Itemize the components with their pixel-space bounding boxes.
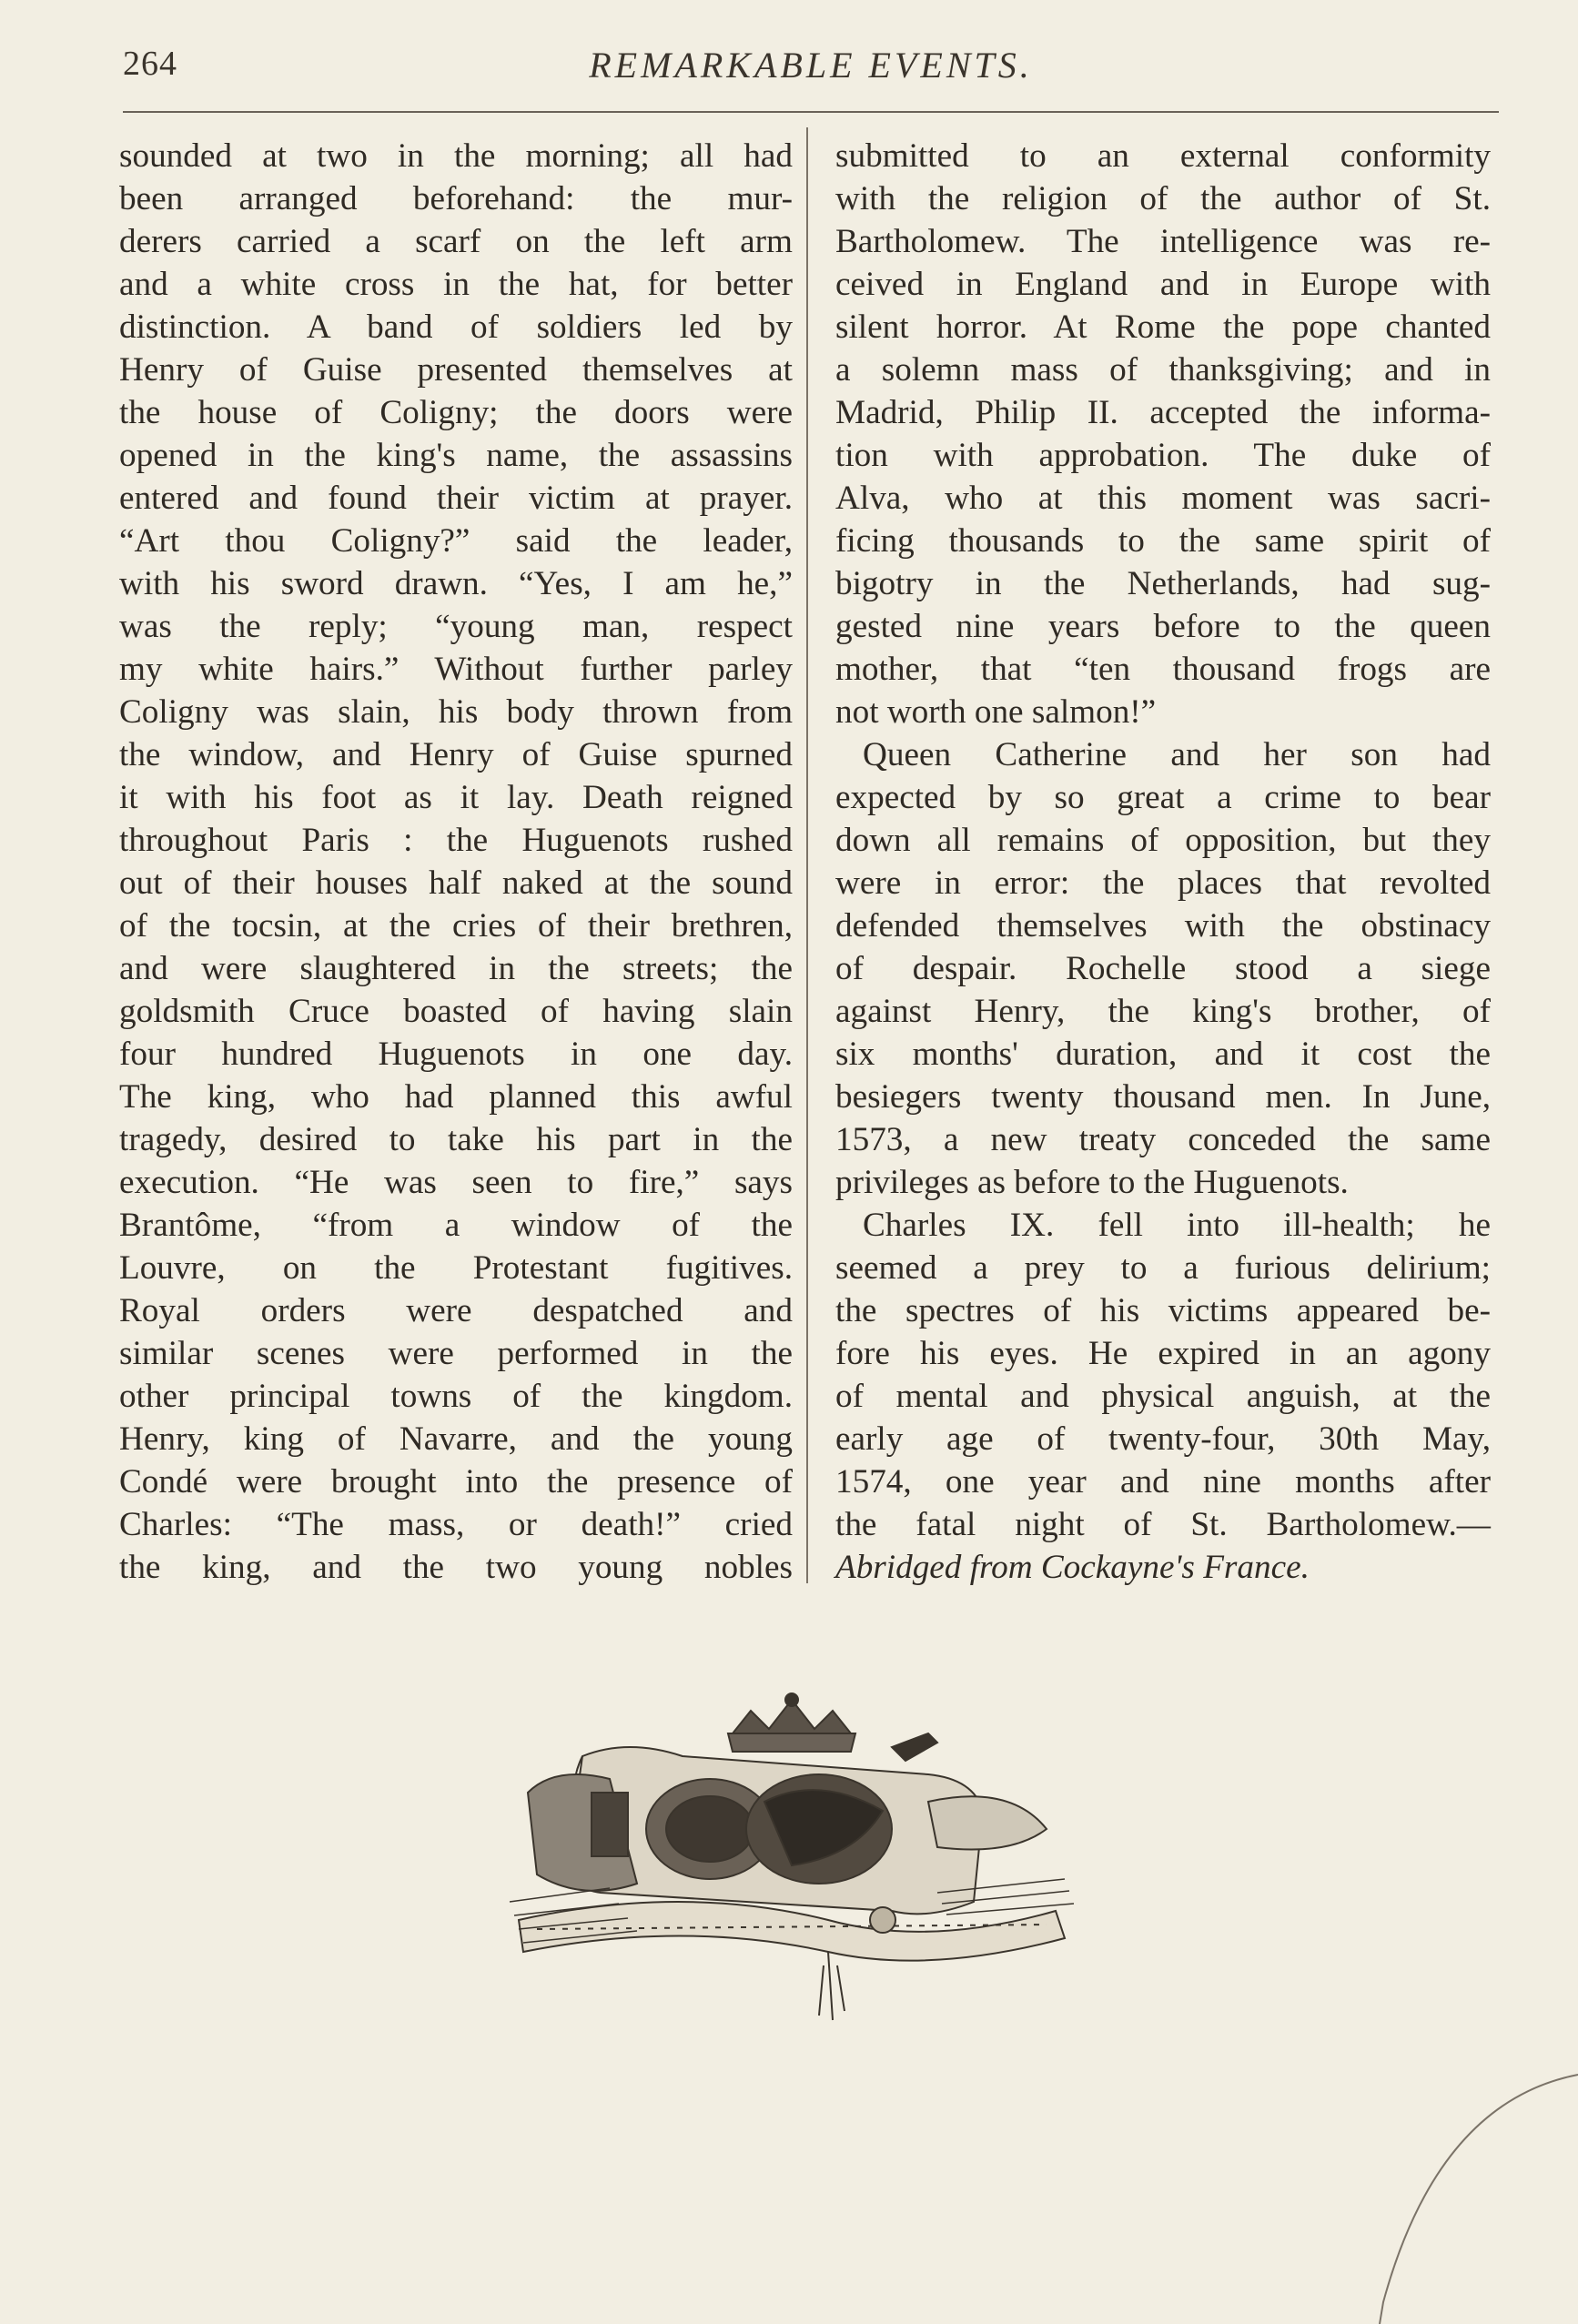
text-line: Louvre, on the Protestant fugitives. <box>119 1249 793 1287</box>
text-line: 1574, one year and nine months after <box>835 1463 1491 1500</box>
text-line: Charles: “The mass, or death!” cried <box>119 1506 793 1543</box>
text-line: besiegers twenty thousand men. In June, <box>835 1078 1491 1116</box>
text-line: gested nine years before to the queen <box>835 608 1491 645</box>
text-line: with the religion of the author of St. <box>835 180 1491 217</box>
text-line: The king, who had planned this awful <box>119 1078 793 1116</box>
text-line: 1573, a new treaty conceded the same <box>835 1121 1491 1158</box>
text-line: with his sword drawn. “Yes, I am he,” <box>119 565 793 602</box>
text-line: not worth one salmon!” <box>835 693 1157 731</box>
text-line: the fatal night of St. Bartholomew.— <box>835 1506 1491 1543</box>
text-line: seemed a prey to a furious delirium; <box>835 1249 1491 1287</box>
text-line: the window, and Henry of Guise spurned <box>119 736 793 773</box>
text-line: expected by so great a crime to bear <box>835 779 1491 816</box>
text-line: other principal towns of the kingdom. <box>119 1378 793 1415</box>
text-line: of the tocsin, at the cries of their brethren, <box>119 907 793 945</box>
page-header <box>123 44 1499 98</box>
text-line: and a white cross in the hat, for better <box>119 266 793 303</box>
text-line: sounded at two in the morning; all had <box>119 137 793 175</box>
left-column <box>119 135 793 1589</box>
text-line: privileges as before to the Huguenots. <box>835 1164 1349 1201</box>
text-line: four hundred Huguenots in one day. <box>119 1036 793 1073</box>
tailpiece-vignette-illustration <box>501 1692 1083 2029</box>
right-column <box>835 135 1491 1589</box>
text-line: my white hairs.” Without further parley <box>119 651 793 688</box>
text-line: and were slaughtered in the streets; the <box>119 950 793 987</box>
text-line: early age of twenty-four, 30th May, <box>835 1420 1491 1458</box>
text-line: against Henry, the king's brother, of <box>835 993 1491 1030</box>
text-line: bigotry in the Netherlands, had sug- <box>835 565 1491 602</box>
text-line: entered and found their victim at prayer. <box>119 480 793 517</box>
text-line: throughout Paris : the Huguenots rushed <box>119 822 793 859</box>
text-line: it with his foot as it lay. Death reigned <box>119 779 793 816</box>
text-line: of mental and physical anguish, at the <box>835 1378 1491 1415</box>
text-line: a solemn mass of thanksgiving; and in <box>835 351 1491 389</box>
text-line: been arranged beforehand: the mur- <box>119 180 793 217</box>
crown-icon <box>728 1693 855 1752</box>
header-rule <box>123 111 1499 113</box>
text-line: defended themselves with the obstinacy <box>835 907 1491 945</box>
column-divider <box>806 127 808 1583</box>
text-line: ficing thousands to the same spirit of <box>835 522 1491 560</box>
text-line: distinction. A band of soldiers led by <box>119 308 793 346</box>
text-line: the spectres of his victims appeared be- <box>835 1292 1491 1329</box>
text-line: six months' duration, and it cost the <box>835 1036 1491 1073</box>
text-line: silent horror. At Rome the pope chanted <box>835 308 1491 346</box>
text-line: tion with approbation. The duke of <box>835 437 1491 474</box>
text-line: the house of Coligny; the doors were <box>119 394 793 431</box>
text-line: Bartholomew. The intelligence was re- <box>835 223 1491 260</box>
text-line: mother, that “ten thousand frogs are <box>835 651 1491 688</box>
text-line: ceived in England and in Europe with <box>835 266 1491 303</box>
text-line: derers carried a scarf on the left arm <box>119 223 793 260</box>
text-line: Royal orders were despatched and <box>119 1292 793 1329</box>
text-line: was the reply; “young man, respect <box>119 608 793 645</box>
text-line: Henry, king of Navarre, and the young <box>119 1420 793 1458</box>
text-line: were in error: the places that revolted <box>835 864 1491 902</box>
text-line: Alva, who at this moment was sacri- <box>835 480 1491 517</box>
text-line: submitted to an external conformity <box>835 137 1491 175</box>
text-line: fore his eyes. He expired in an agony <box>835 1335 1491 1372</box>
text-line: execution. “He was seen to fire,” says <box>119 1164 793 1201</box>
text-line: Madrid, Philip II. accepted the informa- <box>835 394 1491 431</box>
running-head: REMARKABLE EVENTS. <box>589 45 1033 86</box>
attribution: Abridged from Cockayne's France. <box>835 1549 1310 1586</box>
text-line: opened in the king's name, the assassins <box>119 437 793 474</box>
text-line: out of their houses half naked at the sound <box>119 864 793 902</box>
text-line: the king, and the two young nobles <box>119 1549 793 1586</box>
text-line: Coligny was slain, his body thrown from <box>119 693 793 731</box>
text-line: Queen Catherine and her son had <box>863 736 1491 773</box>
text-line: Condé were brought into the presence of <box>119 1463 793 1500</box>
text-line: of despair. Rochelle stood a siege <box>835 950 1491 987</box>
text-line: similar scenes were performed in the <box>119 1335 793 1372</box>
page-corner-curve <box>1347 2066 1578 2324</box>
page-number: 264 <box>123 45 177 83</box>
text-line: Brantôme, “from a window of the <box>119 1207 793 1244</box>
text-line: Henry of Guise presented themselves at <box>119 351 793 389</box>
text-line: down all remains of opposition, but they <box>835 822 1491 859</box>
text-line: Charles IX. fell into ill-health; he <box>863 1207 1491 1244</box>
text-line: “Art thou Coligny?” said the leader, <box>119 522 793 560</box>
text-line: goldsmith Cruce boasted of having slain <box>119 993 793 1030</box>
text-line: tragedy, desired to take his part in the <box>119 1121 793 1158</box>
